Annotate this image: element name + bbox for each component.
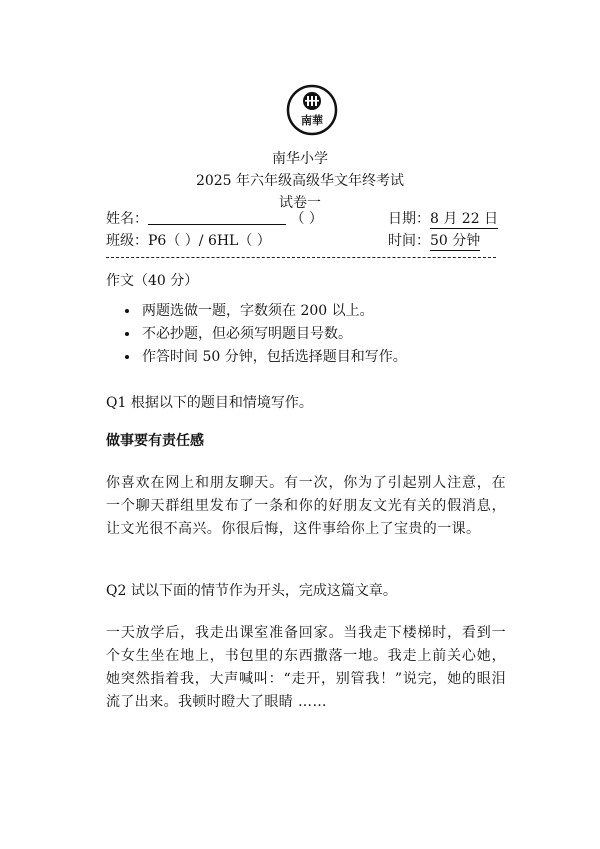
school-name: 南华小学 xyxy=(272,151,328,167)
q2-prompt: Q2 试以下面的情节作为开头，完成这篇文章。 xyxy=(106,583,397,599)
instruction-item: • 作答时间 50 分钟，包括选择题目和写作。 xyxy=(140,346,407,369)
exam-title: 2025 年六年级高级华文年终考试 xyxy=(195,173,405,189)
time-value: 50 分钟 xyxy=(430,230,480,251)
q1-prompt: Q1 根据以下的题目和情境写作。 xyxy=(106,395,313,411)
paper-label: 试卷一 xyxy=(279,195,321,211)
class-field xyxy=(106,230,271,250)
time-label: 时间： xyxy=(388,233,430,249)
date-field xyxy=(388,208,498,229)
class-label: 班级： xyxy=(106,233,148,249)
class-value: P6（ ）/ 6HL（ ） xyxy=(148,233,271,249)
name-label: 姓名： xyxy=(106,211,148,227)
date-value: 8 月 22 日 xyxy=(430,208,498,229)
section-title: 作文（40 分） xyxy=(106,273,199,289)
name-field xyxy=(106,208,323,228)
q1-scenario: 你喜欢在网上和朋友聊天。有一次，你为了引起别人注意，在一个聊天群组里发布了一条和你的好朋友文光有关的假消息，让文光很不高兴。你很后悔，这件事给你上了宝贵的一课。 xyxy=(106,475,506,537)
school-logo xyxy=(286,84,338,136)
name-blank[interactable] xyxy=(148,210,286,225)
date-label: 日期： xyxy=(388,211,430,227)
instruction-item: • 两题选做一题，字数须在 200 以上。 xyxy=(140,300,407,323)
school-emblem-icon xyxy=(286,84,338,136)
logo-text: 南華 xyxy=(301,114,323,127)
time-field xyxy=(388,230,480,251)
instructions-list xyxy=(118,300,407,369)
q2-opening: 一天放学后，我走出课室准备回家。当我走下楼梯时，看到一个女生坐在地上，书包里的东西撒落一地。我走上前关心她，她突然指着我，大声喊叫：“走开，别管我！”说完，她的眼泪流了出来。我顿时瞪大了眼睛 …… xyxy=(106,625,506,710)
q1-topic: 做事要有责任感 xyxy=(106,433,204,449)
name-paren: （ ） xyxy=(290,211,323,227)
dashed-divider xyxy=(106,257,496,258)
instruction-item: • 不必抄题，但必须写明题目号数。 xyxy=(140,323,407,346)
